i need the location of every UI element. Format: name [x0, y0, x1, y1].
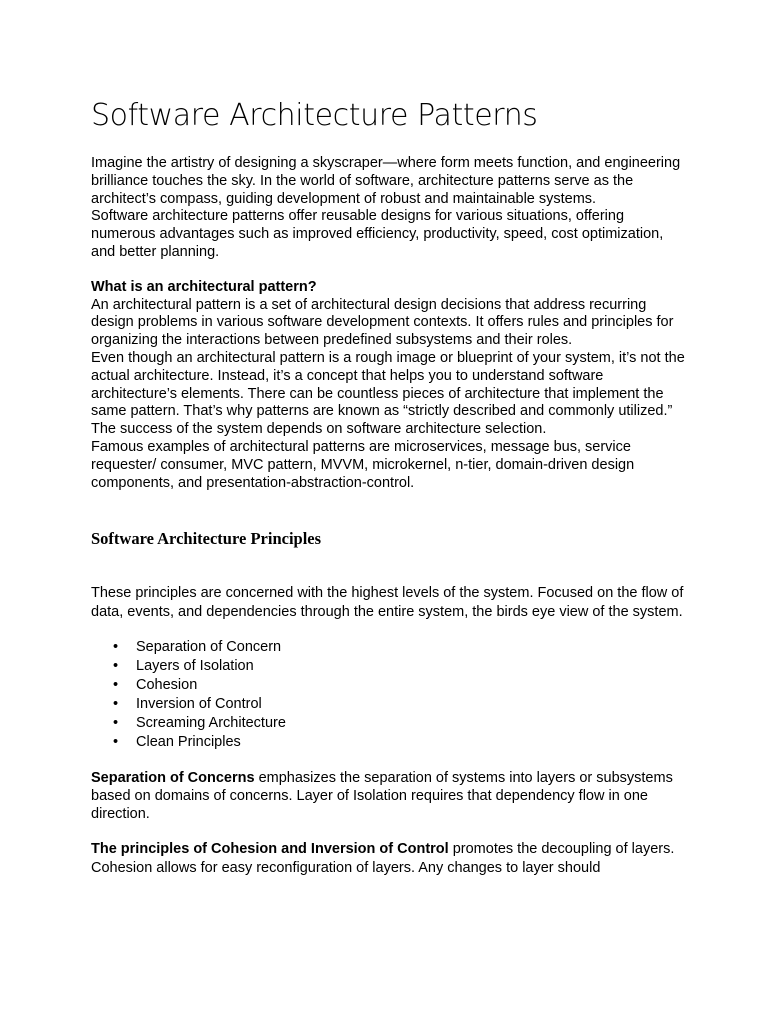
list-item-label: Inversion of Control — [136, 695, 262, 712]
list-item-label: Screaming Architecture — [136, 714, 286, 731]
list-item-label: Cohesion — [136, 676, 198, 693]
list-item — [113, 676, 691, 695]
bullet-icon: • — [113, 657, 119, 674]
pattern-paragraph-1: An architectural pattern is a set of architectural design decisions that address recurring design problems in various software development contexts. It offers rules and principles for organizing the interactions between predefined subsystems and their roles. — [91, 296, 674, 349]
question-heading: What is an architectural pattern? — [91, 278, 317, 295]
list-item — [113, 657, 691, 676]
page-title: Software Architecture Patterns — [91, 98, 538, 133]
list-item — [113, 733, 691, 752]
bullet-icon: • — [113, 714, 119, 731]
cohesion-paragraph — [91, 840, 691, 876]
separation-of-concerns-paragraph — [91, 769, 691, 824]
principles-heading: Software Architecture Principles — [91, 529, 322, 549]
pattern-paragraph-2: Even though an architectural pattern is a rough image or blueprint of your system, it’s not the actual architecture. Instead, it’s a concept that helps you to understand software architecture’s elements. There can be countless pieces of architecture that implement the same pattern. That’s why patterns are known as “strictly described and commonly utilized.” The success of the system depends on software architecture selection. — [91, 349, 685, 438]
document-content — [91, 96, 691, 877]
intro-paragraph-2: Software architecture patterns offer reusable designs for various situations, offering numerous advantages such as improved efficiency, productivity, speed, cost optimization, and better planning. — [91, 208, 664, 260]
list-item-label: Separation of Concern — [136, 638, 282, 655]
soc-bold-term: Separation of Concerns — [91, 769, 255, 786]
cohesion-text: promotes the decoupling of layers. Cohesion allows for easy reconfiguration of layers. Any changes to layer should — [91, 841, 675, 876]
list-item-label: Layers of Isolation — [136, 657, 254, 674]
bullet-icon: • — [113, 695, 119, 712]
bullet-icon: • — [113, 733, 119, 750]
pattern-paragraph-3: Famous examples of architectural patterns are microservices, message bus, service requester/ consumer, MVC pattern, MVVM, microkernel, n-tier, domain-driven design components, and presentation-abstraction-control. — [91, 438, 635, 491]
bullet-icon: • — [113, 638, 119, 655]
principles-intro: These principles are concerned with the highest levels of the system. Focused on the flow of data, events, and dependencies through the entire system, the birds eye view of the system. — [91, 585, 684, 620]
intro-paragraph-1: Imagine the artistry of designing a skyscraper—where form meets function, and engineering brilliance touches the sky. In the world of software, architecture patterns serve as the architect’s compass, guiding development of robust and maintainable systems. — [91, 155, 681, 207]
list-item — [113, 695, 691, 714]
cohesion-bold-term: The principles of Cohesion and Inversion of Control — [91, 841, 449, 858]
list-item-label: Clean Principles — [136, 733, 241, 750]
list-item — [113, 714, 691, 733]
bullet-icon: • — [113, 676, 119, 693]
soc-text: emphasizes the separation of systems into layers or subsystems based on domains of concerns. Layer of Isolation requires that dependency flow in one direction. — [91, 769, 673, 823]
principles-list — [91, 638, 691, 752]
list-item — [113, 638, 691, 657]
